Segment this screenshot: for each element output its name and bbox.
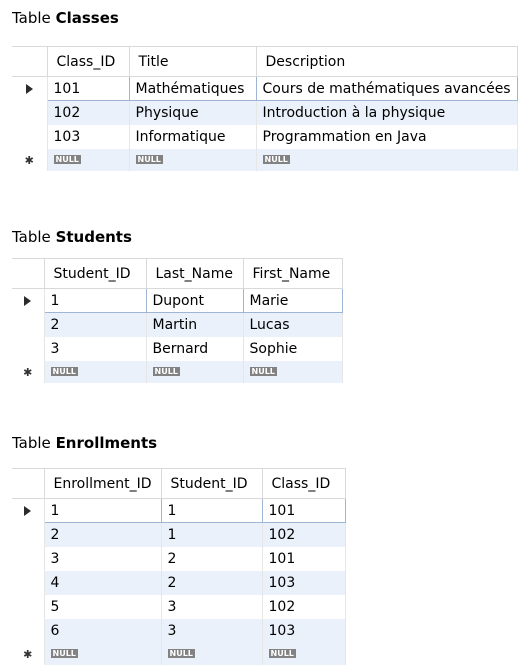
cell-enrollment-id[interactable]: 3: [44, 547, 161, 571]
cell-student-id[interactable]: 1: [161, 523, 262, 547]
row-selector[interactable]: [12, 619, 44, 643]
new-row-cell[interactable]: [47, 149, 129, 171]
row-selector[interactable]: [12, 643, 44, 665]
null-badge: NULL: [52, 648, 76, 658]
table-row[interactable]: [12, 125, 517, 149]
cell-class-id[interactable]: 101: [47, 77, 129, 101]
students-grid: [12, 258, 343, 383]
caption-prefix: Table: [12, 9, 56, 27]
row-selector[interactable]: [12, 571, 44, 595]
caption-table-name: Enrollments: [55, 434, 158, 452]
header-row: [12, 259, 342, 289]
row-selector[interactable]: [12, 149, 47, 171]
column-header-student-id[interactable]: Student_ID: [44, 259, 146, 289]
cell-class-id[interactable]: 101: [262, 547, 345, 571]
cell-enrollment-id[interactable]: 6: [44, 619, 161, 643]
cell-description[interactable]: Cours de mathématiques avancées: [256, 77, 517, 101]
table-row[interactable]: [12, 499, 345, 523]
table-row[interactable]: [12, 523, 345, 547]
row-selector[interactable]: [12, 523, 44, 547]
cell-class-id[interactable]: 102: [262, 523, 345, 547]
table-row[interactable]: [12, 337, 342, 361]
cell-class-id[interactable]: 101: [262, 499, 345, 523]
table-row[interactable]: [12, 595, 345, 619]
new-row-asterisk-icon: ✱: [23, 365, 33, 379]
null-badge: NULL: [137, 154, 161, 164]
cell-class-id[interactable]: 103: [262, 619, 345, 643]
column-header-student-id[interactable]: Student_ID: [161, 469, 262, 499]
cell-enrollment-id[interactable]: 4: [44, 571, 161, 595]
enrollments-caption: [12, 434, 157, 452]
new-row[interactable]: [12, 149, 517, 171]
row-selector[interactable]: [12, 499, 44, 523]
table-row[interactable]: [12, 313, 342, 337]
cell-title[interactable]: Mathématiques: [129, 77, 256, 101]
null-badge: NULL: [169, 648, 193, 658]
cell-class-id[interactable]: 103: [262, 571, 345, 595]
cell-student-id[interactable]: 2: [161, 547, 262, 571]
caption-table-name: Students: [55, 228, 132, 246]
new-row[interactable]: [12, 643, 345, 665]
null-badge: NULL: [154, 366, 178, 376]
row-selector-header: [12, 47, 47, 77]
cell-first-name[interactable]: Marie: [243, 289, 342, 313]
students-caption: [12, 228, 132, 246]
cell-student-id[interactable]: 1: [161, 499, 262, 523]
row-selector-header: [12, 259, 44, 289]
cell-last-name[interactable]: Martin: [146, 313, 243, 337]
cell-student-id[interactable]: 3: [161, 619, 262, 643]
null-badge: NULL: [251, 366, 275, 376]
null-badge: NULL: [270, 648, 294, 658]
null-badge: NULL: [52, 366, 76, 376]
cell-enrollment-id[interactable]: 1: [44, 499, 161, 523]
new-row-cell[interactable]: [161, 643, 262, 665]
new-row-asterisk-icon: ✱: [24, 153, 34, 167]
table-row[interactable]: [12, 101, 517, 125]
column-header-last-name[interactable]: Last_Name: [146, 259, 243, 289]
row-selector[interactable]: [12, 337, 44, 361]
cell-title[interactable]: Physique: [129, 101, 256, 125]
new-row-cell[interactable]: [262, 643, 345, 665]
classes-grid: [12, 46, 518, 171]
row-selector[interactable]: [12, 101, 47, 125]
cell-last-name[interactable]: Bernard: [146, 337, 243, 361]
enrollments-grid: [12, 468, 346, 665]
new-row-cell[interactable]: [129, 149, 256, 171]
cell-student-id[interactable]: 2: [161, 571, 262, 595]
null-badge: NULL: [264, 154, 288, 164]
row-selector[interactable]: [12, 361, 44, 383]
table-row[interactable]: [12, 571, 345, 595]
row-selector[interactable]: [12, 313, 44, 337]
table-row[interactable]: [12, 77, 517, 101]
caption-table-name: Classes: [55, 9, 119, 27]
cell-class-id[interactable]: 102: [262, 595, 345, 619]
column-header-first-name[interactable]: First_Name: [243, 259, 342, 289]
new-row-cell[interactable]: [243, 361, 342, 383]
cell-student-id[interactable]: 1: [44, 289, 146, 313]
cell-description[interactable]: Programmation en Java: [256, 125, 517, 149]
caption-prefix: Table: [12, 434, 56, 452]
table-row[interactable]: [12, 289, 342, 313]
column-header-class-id[interactable]: Class_ID: [47, 47, 129, 77]
row-pointer-arrow-icon: [26, 84, 33, 94]
null-badge: NULL: [55, 154, 79, 164]
cell-class-id[interactable]: 102: [47, 101, 129, 125]
cell-class-id[interactable]: 103: [47, 125, 129, 149]
cell-student-id[interactable]: 2: [44, 313, 146, 337]
cell-enrollment-id[interactable]: 5: [44, 595, 161, 619]
new-row-cell[interactable]: [44, 643, 161, 665]
header-row: [12, 469, 345, 499]
cell-title[interactable]: Informatique: [129, 125, 256, 149]
caption-prefix: Table: [12, 228, 56, 246]
header-row: [12, 47, 517, 77]
new-row-cell[interactable]: [256, 149, 517, 171]
cell-student-id[interactable]: 3: [161, 595, 262, 619]
cell-first-name[interactable]: Lucas: [243, 313, 342, 337]
cell-student-id[interactable]: 3: [44, 337, 146, 361]
new-row-asterisk-icon: ✱: [23, 647, 33, 661]
new-row-cell[interactable]: [44, 361, 146, 383]
table-row[interactable]: [12, 619, 345, 643]
cell-enrollment-id[interactable]: 2: [44, 523, 161, 547]
row-pointer-arrow-icon: [24, 296, 31, 306]
row-selector[interactable]: [12, 289, 44, 313]
cell-description[interactable]: Introduction à la physique: [256, 101, 517, 125]
new-row-cell[interactable]: [146, 361, 243, 383]
row-selector[interactable]: [12, 547, 44, 571]
cell-last-name[interactable]: Dupont: [146, 289, 243, 313]
new-row[interactable]: [12, 361, 342, 383]
row-pointer-arrow-icon: [24, 506, 31, 516]
column-header-title[interactable]: Title: [129, 47, 256, 77]
row-selector[interactable]: [12, 125, 47, 149]
cell-first-name[interactable]: Sophie: [243, 337, 342, 361]
column-header-class-id[interactable]: Class_ID: [262, 469, 345, 499]
row-selector-header: [12, 469, 44, 499]
row-selector[interactable]: [12, 77, 47, 101]
column-header-description[interactable]: Description: [256, 47, 517, 77]
column-header-enrollment-id[interactable]: Enrollment_ID: [44, 469, 161, 499]
classes-caption: [12, 9, 119, 27]
row-selector[interactable]: [12, 595, 44, 619]
table-row[interactable]: [12, 547, 345, 571]
